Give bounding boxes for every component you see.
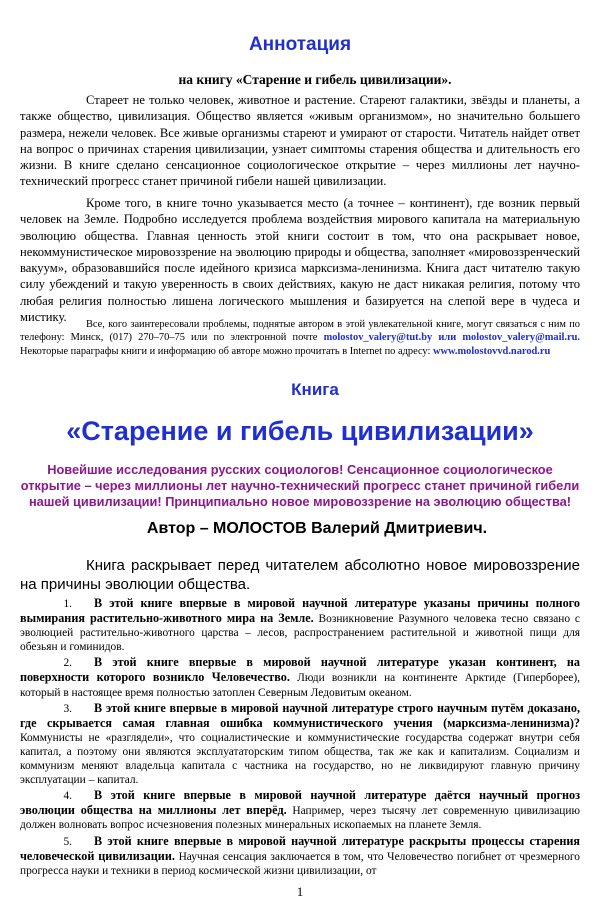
book-intro: [20, 556, 580, 594]
list-item-text: Например, через тысячу лет современную цивилизацию должен волновать вопрос исчезновения полезных минеральных ископаемых на планете Земля.: [20, 805, 580, 832]
page-number: 1: [296, 884, 304, 899]
contact-paragraph: [20, 318, 580, 358]
book-intro-text: Книга раскрывает перед читателем абсолютно новое мировоззрение на причины эволюции общества.: [20, 557, 580, 593]
list-item-text: Возникновение Разумного человека тесно связано с эволюцией растительно-животного царства – лесов, распространением растительной и животной пищи для обезьян и гоминидов.: [20, 613, 580, 654]
list-item-lead: В этой книге впервые в мировой научной литературе указаны причины полного вымирания растительно-животного мира на Земле.: [20, 596, 580, 626]
annotation-paragraph-2: [20, 195, 580, 325]
list-item-lead: В этой книге впервые в мировой научной литературе даётся научный прогноз эволюции общества на миллионы лет вперёд.: [20, 788, 580, 818]
book-title: «Старение и гибель цивилизации»: [66, 416, 534, 446]
annotation-paragraph-1-text: Стареет не только человек, животное и растение. Стареют галактики, звёзды и планеты, а также общество, цивилизация. Общество является «живым организмом», но значительно большего размера, нежели человек. Все живые организмы стареют и умирают от старости. Читатель найдет ответ на вопрос о причинах старения цивилизации, узнает симптомы старения общества и длительность его жизни. В книге сделано сенсационное социологическое открытие – через миллионы лет научно-технический прогресс станет причиной гибели нашей цивилизации.: [20, 93, 580, 189]
contact-or: или: [438, 332, 457, 344]
list-item: [20, 834, 580, 878]
list-item-text: Люди возникли на континенте Арктиде (Гиперборее), который в настоящее время полностью затоплен Северным Ледовитым океаном.: [20, 672, 580, 699]
list-item-lead: В этой книге впервые в мировой научной литературе раскрыты процессы старения человеческой цивилизации.: [20, 833, 580, 863]
list-item-text: Коммунисты не «разглядели», что социалистические и коммунистические государства содержат внутри себя капитал, а поэтому они являются эксплуататорским типом общества, так же как и капитализм. Социализм и коммунизм меняют владельца капитала с частника на государство, но не ликвидируют главную причину эксплуатации – капитал.: [20, 731, 580, 787]
list-item-lead: В этой книге впервые в мировой научной литературе строго научным путём доказано, где скрывается самая главная ошибка коммунистического учения (марксизма-ленинизма)?: [20, 700, 580, 730]
contact-text-a: Все, кого заинтересовали проблемы, поднятые автором в этой увлекательной книге, могут связаться с ним по телефону: Минск, (017) 270–70–75 или по электронной почте: [20, 319, 580, 344]
list-item: [20, 701, 580, 788]
annotation-title: Аннотация: [248, 34, 352, 55]
annotation-paragraph-2-text: Кроме того, в книге точно указывается место (а точнее – континент), где возник первый человек на Земле. Подробно исследуется проблема воздействия мирового капитала на материальную эволюцию общества. Главная ценность этой книги состоит в том, что она раскрывает новое, некоммунистическое мировоззрение на эволюцию природы и общества, заполняет «мировоззренческий вакуум», образовавшийся после идейного кризиса марксизма-ленинизма. Книга даст читателю такую силу убеждений и такую уверенность в своих действиях, какую не даст никакая религия, потому что любая религия полностью лишена логического мышления и базируется на слепой вере в чудеса и мистику.: [20, 196, 580, 325]
book-promo: Новейшие исследования русских социологов! Сенсационное социологическое открытие – через миллионы лет научно-технический прогресс станет причиной гибели нашей цивилизации! Принципиально новое мировоззрение на эволюцию общества!: [20, 462, 580, 509]
findings-list: [20, 596, 580, 879]
list-item-number: 4.: [63, 790, 72, 803]
website-link[interactable]: www.molostovvd.narod.ru: [432, 345, 551, 357]
book-header: Книга: [291, 380, 339, 399]
list-item: [20, 655, 580, 699]
list-item: [20, 596, 580, 654]
list-item-number: 3.: [63, 702, 72, 715]
list-item-lead: В этой книге впервые в мировой научной литературе указан континент, на поверхности которого возникло Человечество.: [20, 655, 580, 685]
book-author: Автор – МОЛОСТОВ Валерий Дмитриевич.: [146, 520, 488, 537]
annotation-paragraph-1: [20, 92, 580, 190]
list-item-text: Научная сенсация заключается в том, что Человечество погибнет от чрезмерного прогресса науки и техники в период космической жизни цивилизации, от: [20, 850, 580, 877]
email-link-mail[interactable]: molostov_valery@mail.ru.: [462, 332, 580, 344]
list-item-number: 5.: [63, 835, 72, 848]
annotation-subtitle: на книгу «Старение и гибель цивилизации».: [178, 72, 452, 87]
list-item-number: 2.: [63, 657, 72, 670]
contact-text-b: Некоторые параграфы книги и информацию об авторе можно прочитать в Internet по адресу:: [20, 345, 431, 357]
email-link-tut[interactable]: molostov_valery@tut.by: [323, 332, 433, 344]
list-item-number: 1.: [63, 598, 72, 610]
list-item: [20, 788, 580, 832]
